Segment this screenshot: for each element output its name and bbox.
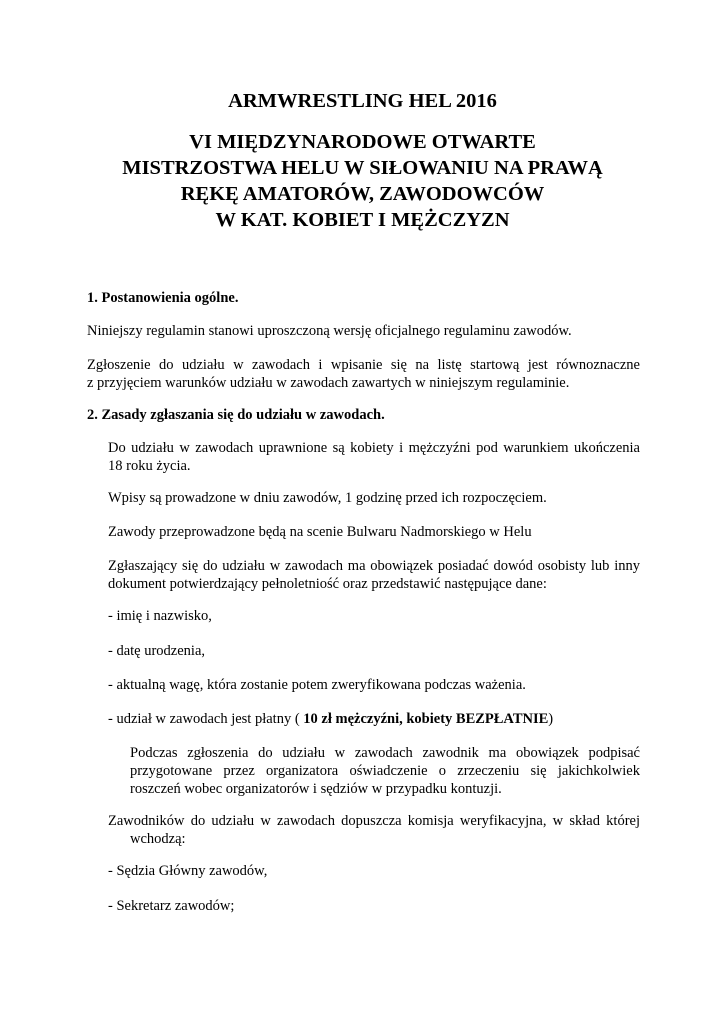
section-2-heading: 2. Zasady zgłaszania się do udziału w zawodach. <box>87 407 385 423</box>
list-item-name: - imię i nazwisko, <box>108 608 212 624</box>
paragraph-line: przygotowane przez organizatora oświadczenie o zrzeczeniu się jakichkolwiek <box>130 763 640 779</box>
fee-amount: 10 zł mężczyźni, kobiety BEZPŁATNIE <box>303 711 549 727</box>
paragraph-line: Zgłaszający się do udziału w zawodach ma obowiązek posiadać dowód osobisty lub inny <box>108 558 640 574</box>
list-item-secretary: - Sekretarz zawodów; <box>108 898 235 914</box>
paragraph-line: roszczeń wobec organizatorów i sędziów w przypadku kontuzji. <box>130 781 502 797</box>
paragraph-line: dokument potwierdzający pełnoletniość oraz przedstawić następujące dane: <box>108 576 547 592</box>
paragraph-line: wchodzą: <box>130 831 186 847</box>
section-2-paragraph-5 <box>130 744 640 798</box>
fee-prefix: - udział w zawodach jest płatny ( <box>108 711 304 727</box>
section-2-paragraph-1 <box>108 439 640 475</box>
section-2-paragraph-3: Zawody przeprowadzone będą na scenie Bulwaru Nadmorskiego w Helu <box>108 524 532 540</box>
list-item-weight: - aktualną wagę, która zostanie potem zweryfikowana podczas ważenia. <box>108 677 526 693</box>
paragraph-line: Zawodników do udziału w zawodach dopuszcza komisja weryfikacyjna, w skład której <box>108 813 640 829</box>
paragraph-line: Do udziału w zawodach uprawnione są kobiety i mężczyźni pod warunkiem ukończenia <box>108 440 640 456</box>
section-2-paragraph-6 <box>108 812 640 848</box>
subtitle-line: RĘKĘ AMATORÓW, ZAWODOWCÓW <box>180 183 545 205</box>
fee-suffix: ) <box>548 711 554 727</box>
subtitle-line: W KAT. KOBIET I MĘŻCZYZN <box>215 209 510 231</box>
paragraph-line: Zgłoszenie do udziału w zawodach i wpisanie się na listę startową jest równoznaczne <box>87 357 640 373</box>
section-2-paragraph-2: Wpisy są prowadzone w dniu zawodów, 1 godzinę przed ich rozpoczęciem. <box>108 490 547 506</box>
list-item-fee <box>108 710 640 728</box>
paragraph-line: 18 roku życia. <box>108 458 191 474</box>
subtitle-line: MISTRZOSTWA HELU W SIŁOWANIU NA PRAWĄ <box>122 157 603 179</box>
section-1-paragraph-2 <box>87 356 640 392</box>
document-subtitle <box>60 129 665 233</box>
section-1-heading: 1. Postanowienia ogólne. <box>87 290 239 306</box>
section-1-paragraph-1: Niniejszy regulamin stanowi uproszczoną wersję oficjalnego regulaminu zawodów. <box>87 323 572 339</box>
section-2-paragraph-4 <box>108 557 640 593</box>
paragraph-line: Podczas zgłoszenia do udziału w zawodach zawodnik ma obowiązek podpisać <box>130 745 640 761</box>
paragraph-line: z przyjęciem warunków udziału w zawodach zawartych w niniejszym regulaminie. <box>87 375 570 391</box>
list-item-birthdate: - datę urodzenia, <box>108 643 206 659</box>
subtitle-line: VI MIĘDZYNARODOWE OTWARTE <box>189 131 536 153</box>
list-item-chief-judge: - Sędzia Główny zawodów, <box>108 863 268 879</box>
document-title: ARMWRESTLING HEL 2016 <box>228 90 497 112</box>
